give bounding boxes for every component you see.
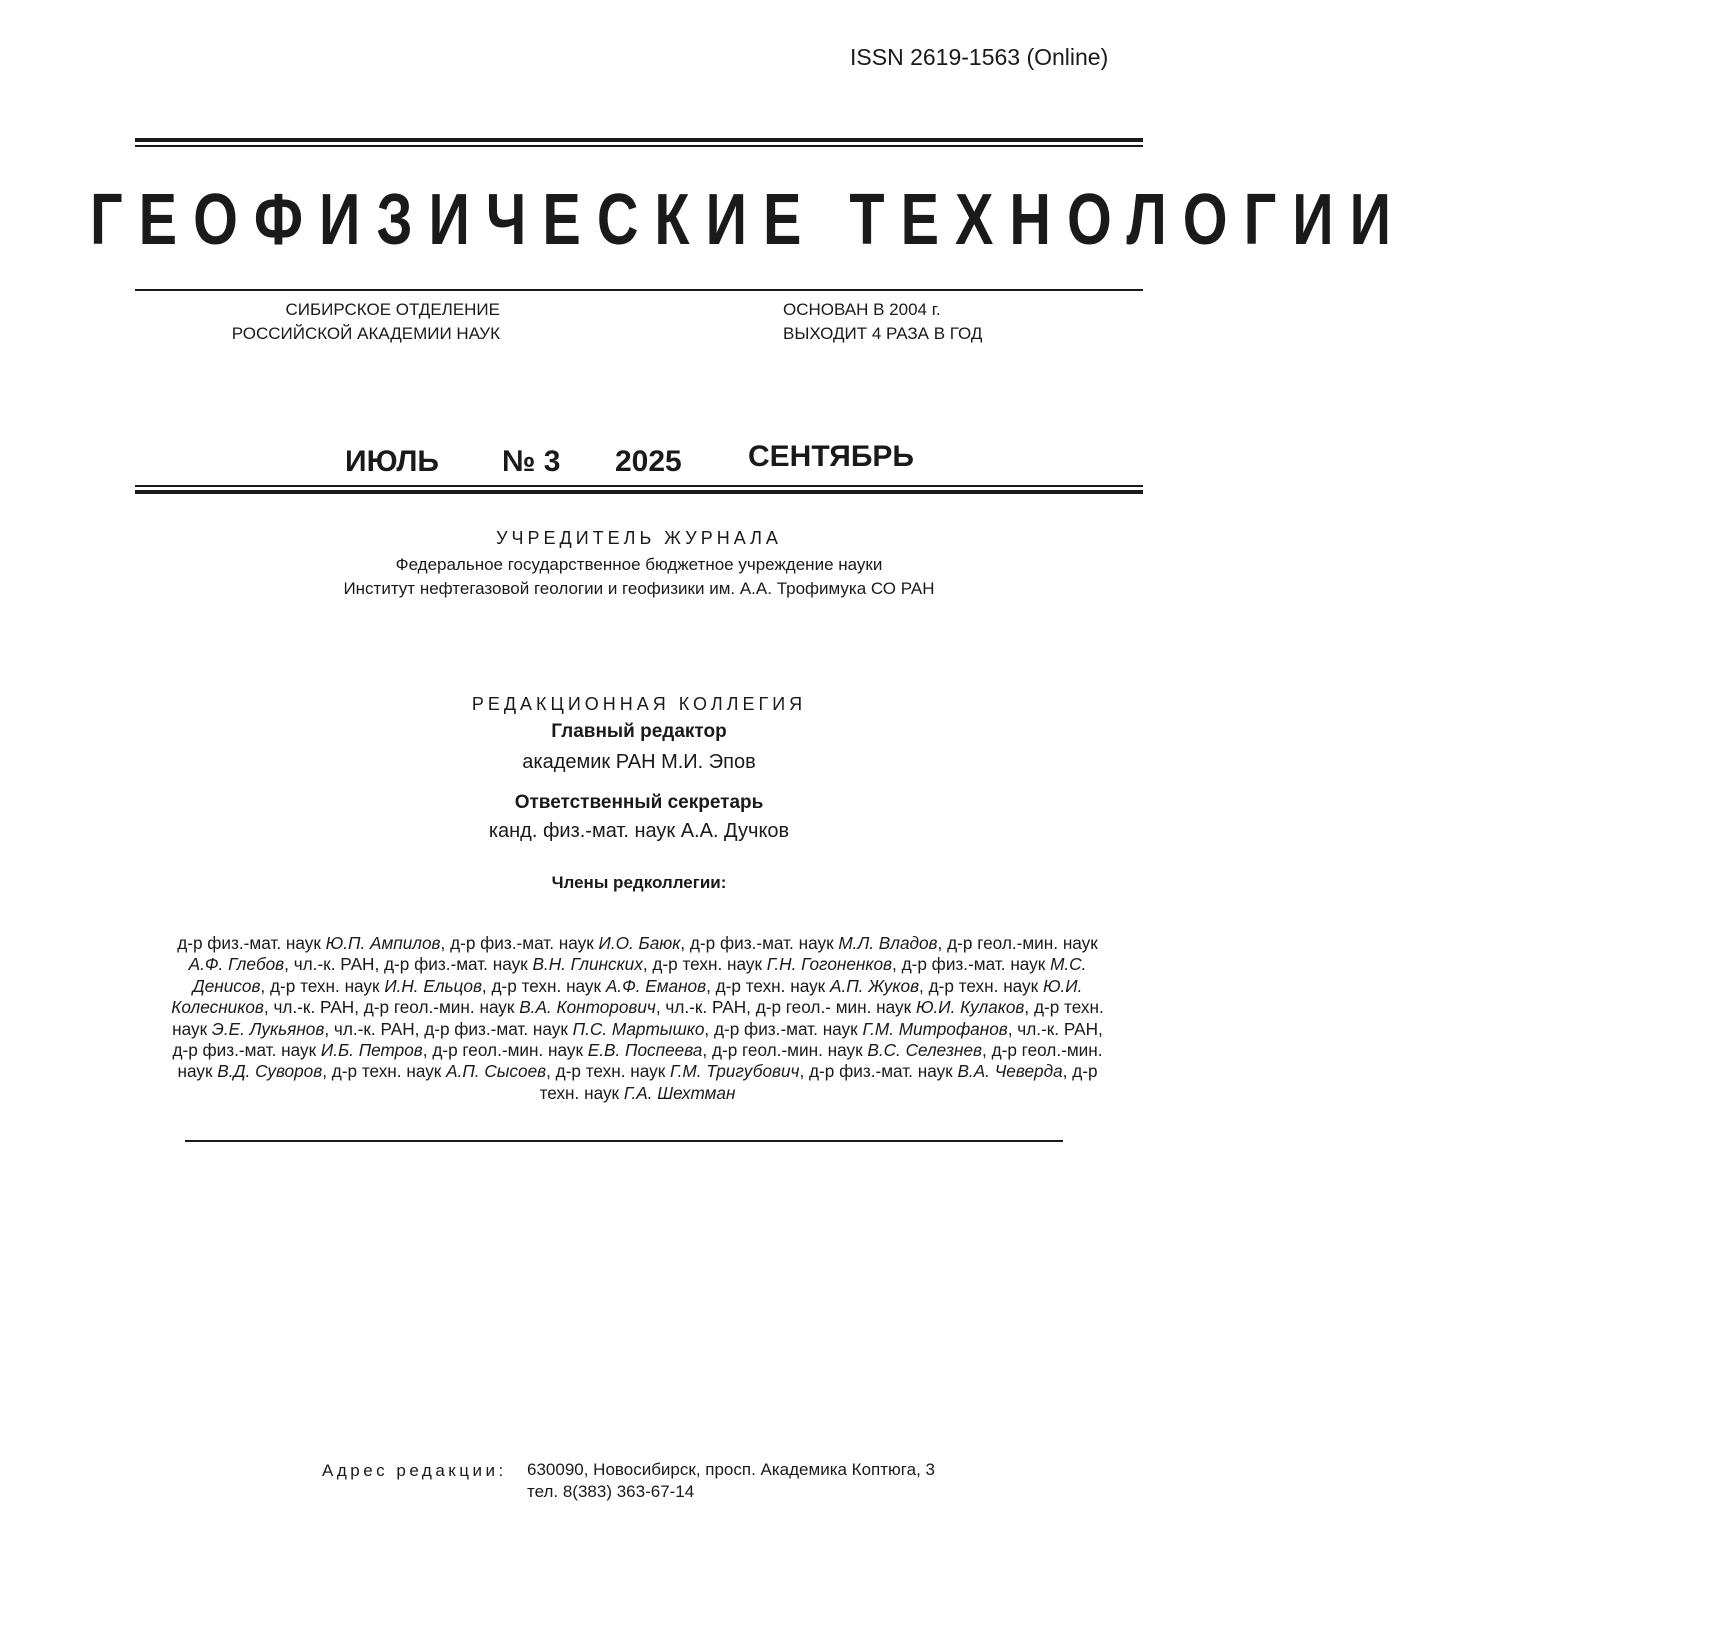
member-degree: д-р физ.-мат. наук [809, 1061, 958, 1082]
member-degree: д-р физ.-мат. наук [177, 933, 326, 953]
member-degree: д-р техн. наук [539, 1061, 1098, 1103]
member-name: Э.Е. Лукьянов [211, 1018, 325, 1039]
member-separator: , [642, 954, 653, 975]
member-degree: д-р физ.-мат. наук [713, 1018, 863, 1039]
founded-block [783, 298, 1113, 346]
journal-title-wrap [90, 170, 1408, 270]
member-degree: д-р геол.-мин. наук [177, 1040, 1103, 1082]
member-name: Г.А. Шехтман [623, 1082, 736, 1103]
member-separator: , [481, 975, 492, 996]
member-name: М.Л. Владов [838, 933, 938, 953]
address-phone: тел. 8(383) 363-67-14 [527, 1482, 695, 1501]
member-degree: чл.-к. РАН, д-р геол.- мин. наук [665, 997, 916, 1018]
member-degree: д-р геол.-мин. наук [947, 933, 1098, 953]
publisher-line-1: СИБИРСКОЕ ОТДЕЛЕНИЕ [285, 300, 500, 319]
secretary-title: Ответственный секретарь [514, 792, 764, 813]
issue-month-from: ИЮЛЬ [345, 445, 439, 478]
member-name: А.П. Сысоев [446, 1061, 547, 1082]
member-separator: , [982, 1040, 992, 1061]
member-separator: , [680, 933, 690, 953]
member-degree: д-р техн. наук [715, 975, 830, 996]
member-name: В.Н. Глинских [532, 954, 643, 975]
member-degree: д-р техн. наук [555, 1061, 671, 1082]
member-degree: чл.-к. РАН, д-р геол.-мин. наук [273, 997, 520, 1018]
address-block [527, 1459, 935, 1503]
member-degree: д-р техн. наук [928, 975, 1043, 996]
member-separator: , [892, 954, 902, 975]
member-name: Е.В. Поспеева [587, 1040, 703, 1061]
member-name: И.Б. Петров [320, 1040, 423, 1061]
member-name: П.С. Мартышко [572, 1018, 705, 1039]
member-separator: , [284, 954, 294, 975]
member-separator: , [322, 1061, 332, 1082]
issue-number: № 3 [502, 445, 561, 478]
member-name: В.Д. Суворов [217, 1061, 323, 1082]
member-separator: , [1007, 1018, 1018, 1039]
member-separator: , [440, 933, 451, 953]
member-name: И.Н. Ельцов [384, 975, 482, 996]
member-separator: , [422, 1040, 433, 1061]
top-rule [135, 138, 1143, 142]
member-degree: д-р геол.-мин. наук [711, 1040, 868, 1061]
member-separator: , [919, 975, 929, 996]
issn-label: ISSN 2619-1563 (Online) [850, 44, 1109, 70]
member-separator: , [937, 933, 948, 953]
member-degree: д-р техн. наук [172, 997, 1104, 1039]
member-separator: , [799, 1061, 809, 1082]
chief-editor-title: Главный редактор [551, 721, 727, 742]
member-name: Г.Н. Гогоненков [766, 954, 893, 975]
members-heading: Члены редколлегии: [551, 873, 727, 892]
member-separator: , [704, 1018, 714, 1039]
founded-line-2: ВЫХОДИТ 4 РАЗА В ГОД [783, 324, 983, 343]
publisher-line-2: РОССИЙСКОЙ АКАДЕМИИ НАУК [231, 324, 500, 343]
member-degree: д-р физ.-мат. наук [450, 933, 599, 953]
member-separator: , [1062, 1061, 1073, 1082]
issue-year: 2025 [615, 445, 682, 478]
journal-title: ГЕОФИЗИЧЕСКИЕ ТЕХНОЛОГИИ [90, 180, 1408, 260]
member-degree: чл.-к. РАН, д-р физ.-мат. наук [333, 1018, 573, 1039]
member-separator: , [263, 997, 274, 1018]
editorial-section [135, 694, 1143, 893]
member-separator: , [546, 1061, 556, 1082]
member-name: Г.М. Тригубович [670, 1061, 800, 1082]
member-degree: чл.-к. РАН, д-р физ.-мат. наук [293, 954, 533, 975]
member-degree: д-р техн. наук [269, 975, 385, 996]
member-separator: , [260, 975, 270, 996]
member-degree: д-р техн. наук [652, 954, 767, 975]
member-separator: , [324, 1018, 334, 1039]
member-name: И.О. Баюк [598, 933, 681, 953]
member-name: М.С. Денисов [192, 954, 1087, 996]
members-list [165, 933, 1110, 1104]
address-label: Адрес редакции: [322, 1461, 507, 1480]
issue-rule-thick [135, 490, 1143, 494]
founder-line-2: Институт нефтегазовой геологии и геофизики им. А.А. Трофимука СО РАН [343, 579, 935, 598]
member-name: Ю.П. Ампилов [325, 933, 441, 953]
member-degree: д-р техн. наук [331, 1061, 447, 1082]
member-separator: , [655, 997, 666, 1018]
founder-section [135, 528, 1143, 601]
member-name: В.С. Селезнев [867, 1040, 983, 1061]
member-separator: , [702, 1040, 712, 1061]
address-line-1: 630090, Новосибирск, просп. Академика Коптюга, 3 [527, 1460, 935, 1479]
editorial-heading: РЕДАКЦИОННАЯ КОЛЛЕГИЯ [471, 694, 807, 714]
member-degree: д-р техн. наук [491, 975, 606, 996]
secretary-name: канд. физ.-мат. наук А.А. Дучков [488, 820, 790, 842]
member-separator: , [1024, 997, 1034, 1018]
issue-month-to: СЕНТЯБРЬ [748, 440, 914, 473]
member-name: В.А. Чеверда [957, 1061, 1063, 1082]
member-name: Ю.И. Колесников [171, 975, 1083, 1018]
founder-heading: УЧРЕДИТЕЛЬ ЖУРНАЛА [496, 528, 782, 548]
members-rule [185, 1140, 1063, 1142]
publisher-block [150, 298, 500, 346]
member-separator: , [706, 975, 716, 996]
member-degree: д-р геол.-мин. наук [432, 1040, 588, 1061]
member-degree: д-р физ.-мат. наук [689, 933, 839, 953]
member-name: А.П. Жуков [829, 975, 920, 996]
chief-editor-name: академик РАН М.И. Эпов [522, 751, 756, 773]
title-underline [135, 289, 1143, 291]
member-degree: чл.-к. РАН, д-р физ.-мат. наук [172, 1018, 1103, 1061]
issue-rule-thin [135, 485, 1143, 487]
top-rule-thin [135, 145, 1143, 147]
member-name: Ю.И. Кулаков [915, 997, 1025, 1018]
member-degree: д-р физ.-мат. наук [901, 954, 1051, 975]
founded-line-1: ОСНОВАН В 2004 г. [783, 300, 941, 319]
founder-line-1: Федеральное государственное бюджетное учреждение науки [395, 555, 883, 574]
member-name: А.Ф. Еманов [605, 975, 707, 996]
member-name: А.Ф. Глебов [188, 954, 285, 975]
member-name: В.А. Конторович [519, 997, 656, 1018]
member-name: Г.М. Митрофанов [862, 1018, 1008, 1039]
